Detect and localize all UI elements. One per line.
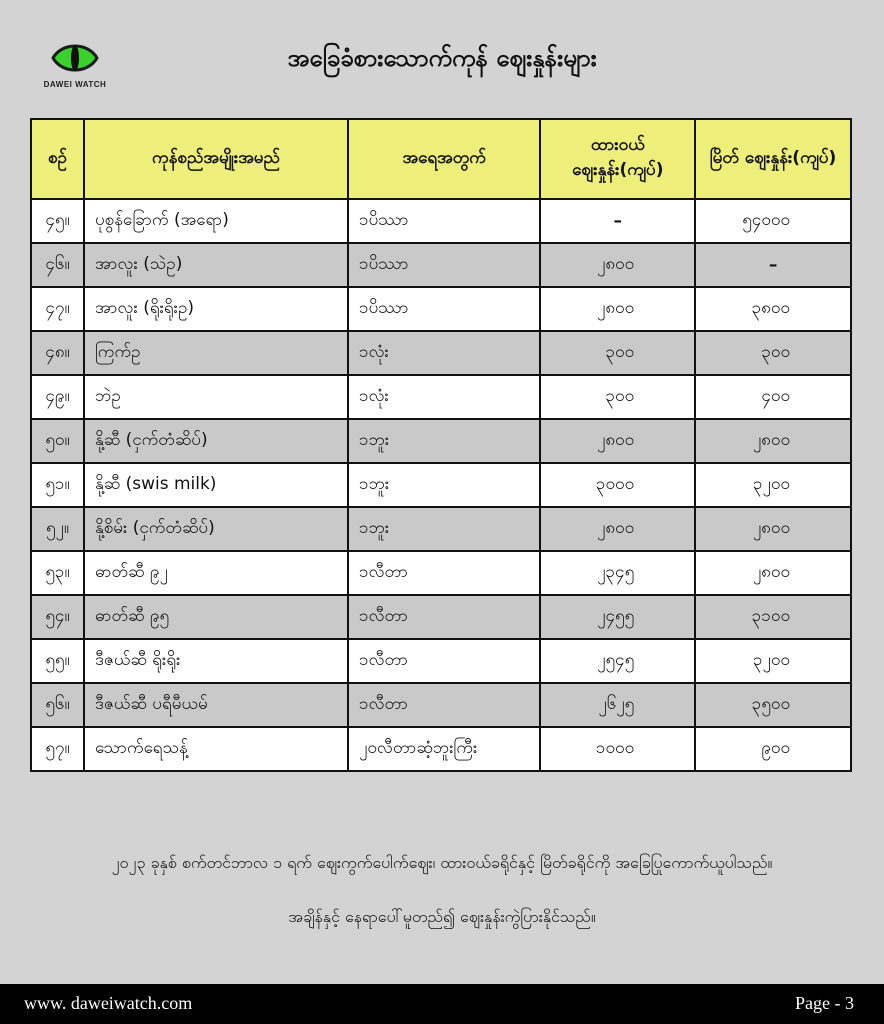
footer-bar [0, 984, 884, 1024]
row-dawei-price: ၂၈၀၀ [540, 507, 695, 551]
website-link[interactable]: www. daweiwatch.com [24, 993, 193, 1013]
row-number: ၅၃။ [31, 551, 84, 595]
row-dawei-price: ၃၀၀ [540, 331, 695, 375]
row-myeik-price: ၃၅၀၀ [695, 683, 851, 727]
row-dawei-price: ၂၃၄၅ [540, 551, 695, 595]
row-item: ဓာတ်ဆီ ၉၂ [84, 551, 348, 595]
note-line-1: ၂၀၂၃ ခုနှစ် စက်တင်ဘာလ ၁ ရက် ဈေးကွက်ပေါက်ဈေး၊ ထားဝယ်ခရိုင်နှင့် မြိတ်ခရိုင်ကို အခြေပြုကောက်ယူပါသည်။ [111, 853, 773, 872]
table-row [31, 639, 851, 683]
row-number: ၅၁။ [31, 463, 84, 507]
row-dawei-price: ၂၆၂၅ [540, 683, 695, 727]
header-item: ကုန်စည်အမျိုးအမည် [84, 119, 348, 199]
table-row [31, 683, 851, 727]
row-myeik-price: ၃၀၀ [695, 331, 851, 375]
row-unit: ၂၀လီတာဆံ့ဘူးကြီး [348, 727, 540, 771]
page-number: Page - 3 [795, 993, 854, 1013]
row-item: အာလူး (ရိုးရိုးဥ) [84, 287, 348, 331]
row-unit: ၁ပိဿာ [348, 287, 540, 331]
row-unit: ၁လုံး [348, 331, 540, 375]
row-number: ၅၇။ [31, 727, 84, 771]
row-item: ဒီဇယ်ဆီ ပရီမီယမ် [84, 683, 348, 727]
row-unit: ၁ပိဿာ [348, 243, 540, 287]
row-unit: ၁ပိဿာ [348, 199, 540, 243]
row-dawei-price: ၃၀၀၀ [540, 463, 695, 507]
table-header-row [31, 119, 851, 199]
row-number: ၅၅။ [31, 639, 84, 683]
price-table [30, 118, 852, 772]
row-item: ကြက်ဥ [84, 331, 348, 375]
header-unit: အရေအတွက် [348, 119, 540, 199]
table-row [31, 287, 851, 331]
row-dawei-price: ၂၈၀၀ [540, 287, 695, 331]
row-item: နို့စိမ်း (ငှက်တံဆိပ်) [84, 507, 348, 551]
row-myeik-price: ၃၁၀၀ [695, 595, 851, 639]
row-myeik-price: ၂၈၀၀ [695, 507, 851, 551]
row-unit: ၁ဘူး [348, 507, 540, 551]
row-item: နို့ဆီ (swis milk) [84, 463, 348, 507]
row-number: ၅၂။ [31, 507, 84, 551]
row-number: ၄၆။ [31, 243, 84, 287]
table-row [31, 463, 851, 507]
row-myeik-price: ၃၂၀၀ [695, 639, 851, 683]
row-myeik-price: ၅၄၀၀၀ [695, 199, 851, 243]
note-line-2: အချိန်နှင့် နေရာပေါ်မူတည်၍ ဈေးနှုန်းကွဲပြားနိုင်သည်။ [288, 907, 596, 926]
row-unit: ၁လီတာ [348, 551, 540, 595]
header-myeik-price: မြိတ် ဈေးနှုန်း(ကျပ်) [695, 119, 851, 199]
header-no: စဉ် [31, 119, 84, 199]
row-dawei-price: ၁၀၀၀ [540, 727, 695, 771]
row-number: ၄၇။ [31, 287, 84, 331]
row-item: အာလူး (သဲဥ) [84, 243, 348, 287]
row-number: ၅၀။ [31, 419, 84, 463]
row-myeik-price: ၄၀၀ [695, 375, 851, 419]
row-item: ဓာတ်ဆီ ၉၅ [84, 595, 348, 639]
row-number: ၅၆။ [31, 683, 84, 727]
table-row [31, 595, 851, 639]
row-myeik-price: ၂၈၀၀ [695, 419, 851, 463]
row-number: ၄၈။ [31, 331, 84, 375]
row-myeik-price: ၂၈၀၀ [695, 551, 851, 595]
row-item: သောက်ရေသန့် [84, 727, 348, 771]
row-unit: ၁လီတာ [348, 595, 540, 639]
row-dawei-price: ၃၀၀ [540, 375, 695, 419]
row-dawei-price: ၂၄၅၅ [540, 595, 695, 639]
row-dawei-price: ၂၅၄၅ [540, 639, 695, 683]
table-row [31, 199, 851, 243]
row-myeik-price: ၉၀၀ [695, 727, 851, 771]
row-myeik-price: – [695, 243, 851, 287]
row-number: ၅၄။ [31, 595, 84, 639]
row-unit: ၁ဘူး [348, 463, 540, 507]
table-row [31, 331, 851, 375]
table-row [31, 551, 851, 595]
table-row [31, 507, 851, 551]
row-unit: ၁ဘူး [348, 419, 540, 463]
row-dawei-price: – [540, 199, 695, 243]
brand-name: DAWEI WATCH [43, 80, 107, 89]
row-item: နို့ဆီ (ငှက်တံဆိပ်) [84, 419, 348, 463]
row-unit: ၁လီတာ [348, 639, 540, 683]
table-row [31, 375, 851, 419]
row-unit: ၁လီတာ [348, 683, 540, 727]
row-dawei-price: ၂၈၀၀ [540, 243, 695, 287]
page-title: အခြေခံစားသောက်ကုန် ဈေးနှုန်းများ [287, 44, 597, 72]
row-item: ပုစွန်ခြောက် (အရော) [84, 199, 348, 243]
row-number: ၄၉။ [31, 375, 84, 419]
row-item: ဘဲဥ [84, 375, 348, 419]
table-row [31, 243, 851, 287]
row-myeik-price: ၃၂၀၀ [695, 463, 851, 507]
row-item: ဒီဇယ်ဆီ ရိုးရိုး [84, 639, 348, 683]
row-unit: ၁လုံး [348, 375, 540, 419]
row-myeik-price: ၃၈၀၀ [695, 287, 851, 331]
table-row [31, 419, 851, 463]
table-row [31, 727, 851, 771]
row-number: ၄၅။ [31, 199, 84, 243]
row-dawei-price: ၂၈၀၀ [540, 419, 695, 463]
header-dawei-price: ထားဝယ် ဈေးနှုန်း(ကျပ်) [540, 119, 695, 199]
